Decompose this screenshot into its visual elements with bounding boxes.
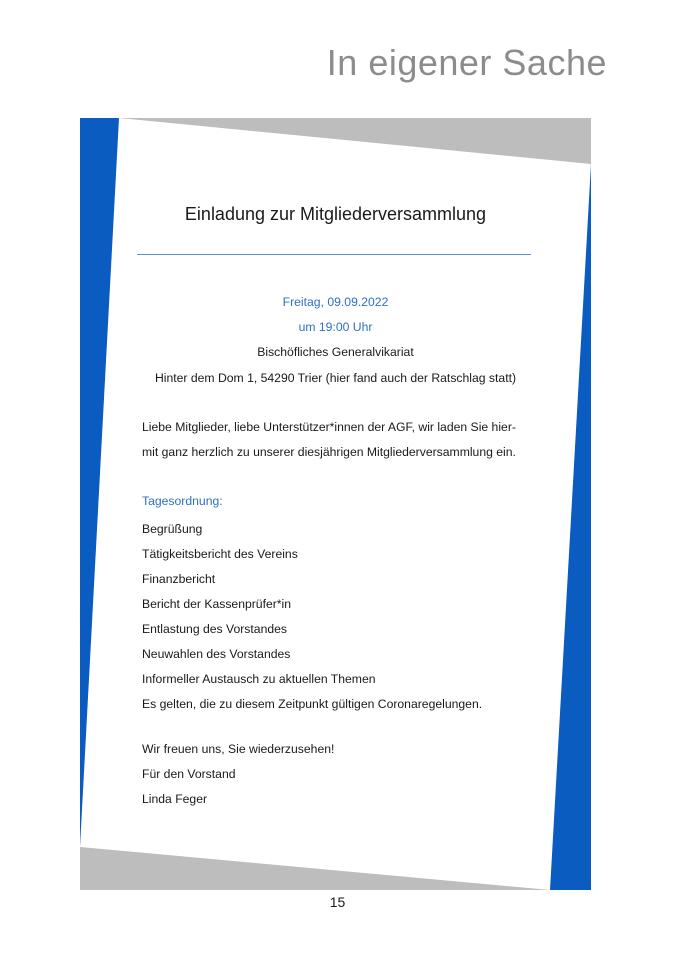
closing-text: Wir freuen uns, Sie wiederzusehen! [142,742,335,756]
invitation-content [80,118,591,890]
page-number: 15 [329,894,346,910]
agenda-item: Tätigkeitsbericht des Vereins [142,547,298,561]
event-date: Freitag, 09.09.2022 [282,295,389,309]
section-heading: In eigener Sache [326,42,607,83]
agenda-item: Entlastung des Vorstandes [142,622,287,636]
agenda-list [142,517,482,717]
invitation-title: Einladung zur Mitgliederversammlung [184,204,487,224]
agenda-item: Bericht der Kassenprüfer*in [142,597,292,611]
title-divider [137,254,531,255]
intro-line-2: mit ganz herzlich zu unserer diesjährigen Mitgliederversammlung ein. [142,445,516,459]
invitation-card [80,118,591,890]
signature-name: Linda Feger [142,792,208,806]
agenda-item: Es gelten, die zu diesem Zeitpunkt gültigen Coronaregelungen. [142,697,483,711]
intro-line-1: Liebe Mitglieder, liebe Unterstützer*innen der AGF, wir laden Sie hier- [142,420,516,434]
event-address: Hinter dem Dom 1, 54290 Trier (hier fand auch der Ratschlag statt) [154,371,517,385]
agenda-heading: Tagesordnung: [142,494,223,508]
agenda-item: Finanzbericht [142,572,216,586]
signoff-text: Für den Vorstand [142,767,236,781]
agenda-item: Informeller Austausch zu aktuellen Themen [142,672,376,686]
event-time: um 19:00 Uhr [298,320,373,334]
agenda-item: Neuwahlen des Vorstandes [142,647,291,661]
agenda-item: Begrüßung [142,522,203,536]
event-venue: Bischöfliches Generalvikariat [257,345,414,359]
